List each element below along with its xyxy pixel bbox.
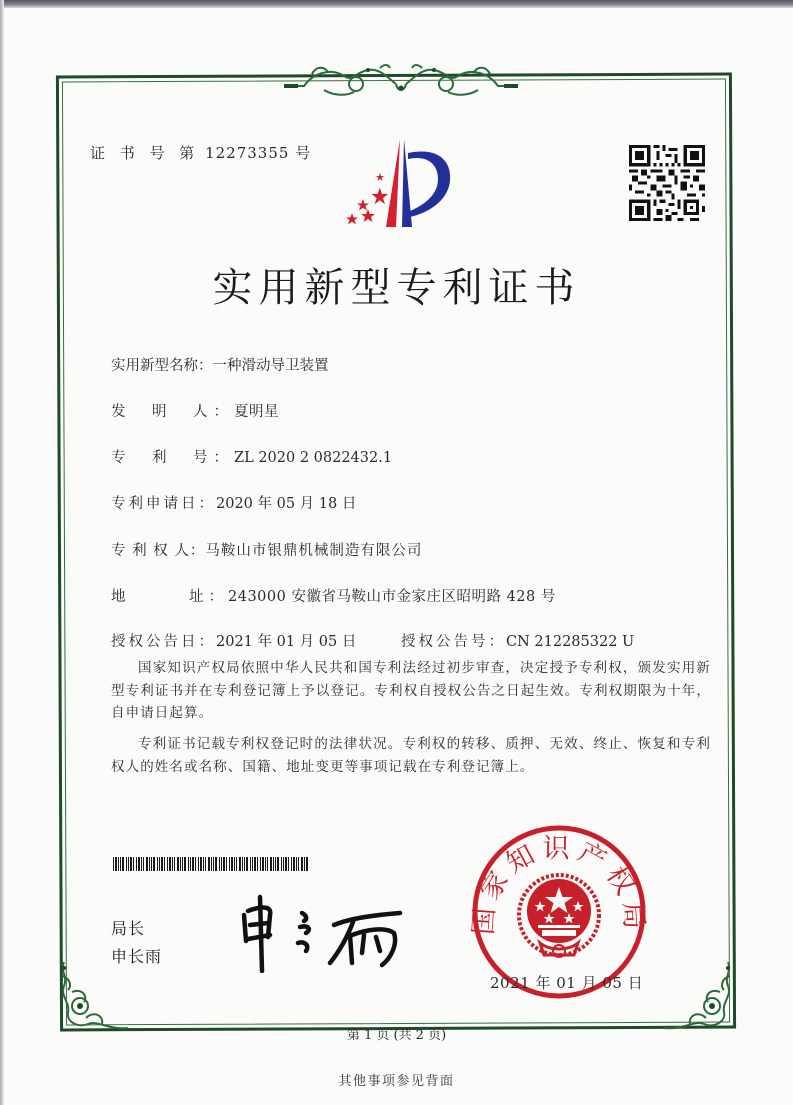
field-label: 授权公告号： (401, 634, 506, 650)
barcode-icon (113, 856, 309, 870)
field-grant-announcement-date (111, 630, 356, 651)
field-inventor (111, 400, 279, 421)
field-label: 专 利 权 人： (111, 543, 206, 559)
page-indicator: 第 1 页 (共 2 页) (346, 1028, 447, 1043)
scan-edge-top (0, 0, 793, 8)
field-label: 专利申请日： (111, 496, 216, 512)
field-patent-number (111, 446, 392, 467)
cnipa-logo-icon (340, 137, 456, 229)
qr-code-icon[interactable] (628, 145, 706, 221)
director-signature-icon (238, 893, 408, 973)
field-value: 马鞍山市银鼎机械制造有限公司 (205, 543, 423, 559)
statement-paragraph-1: 国家知识产权局依照中华人民共和国专利法经过初步审查，决定授予专利权，颁发实用新型专利证书并在专利登记簿上予以登记。专利权自授权公告之日起生效。专利权期限为十年，自申请日起算。 (111, 660, 711, 721)
field-value: ZL 2020 2 0822432.1 (234, 450, 393, 466)
field-label: 授权公告日： (111, 634, 216, 650)
certificate-number (90, 142, 311, 163)
director-title: 局长 (111, 919, 146, 938)
field-label: 地 址： (111, 589, 228, 605)
seal-text: 国家知识产权局 (470, 833, 648, 936)
certificate-number-value: 12273355 (205, 144, 290, 162)
field-value: 2020 年 05 月 18 日 (216, 496, 357, 512)
field-value: 2021 年 01 月 05 日 (216, 634, 357, 650)
footer-note: 其他事项参见背面 (338, 1074, 455, 1089)
field-value: 一种滑动导卫装置 (212, 358, 329, 374)
field-address (111, 585, 556, 606)
scan-edge-left (0, 0, 4, 1105)
field-label: 发 明 人： (111, 404, 234, 420)
certificate-number-label: 证 书 号 第 (90, 144, 200, 162)
top-ornament-icon (284, 62, 518, 100)
field-value: 243000 安徽省马鞍山市金家庄区昭明路 428 号 (228, 589, 556, 605)
field-application-date (111, 492, 356, 513)
field-label: 专 利 号： (111, 450, 234, 466)
field-value: CN 212285322 U (506, 634, 635, 650)
certificate-number-suffix: 号 (295, 144, 312, 162)
seal-date: 2021 年 01 月 05 日 (490, 974, 644, 992)
field-patentee (111, 539, 422, 560)
certificate-title: 实用新型专利证书 (212, 265, 581, 311)
statement-paragraph-2: 专利证书记载专利权登记时的法律状况。专利权的转移、质押、无效、终止、恢复和专利权人的姓名或名称、国籍、地址变更等事项记载在专利登记簿上。 (111, 736, 711, 775)
field-label: 实用新型名称： (111, 358, 213, 374)
field-utility-model-name (111, 354, 329, 375)
field-value: 夏明星 (234, 404, 279, 420)
field-grant-announcement-number (401, 630, 634, 651)
director-name: 申长雨 (111, 947, 163, 966)
